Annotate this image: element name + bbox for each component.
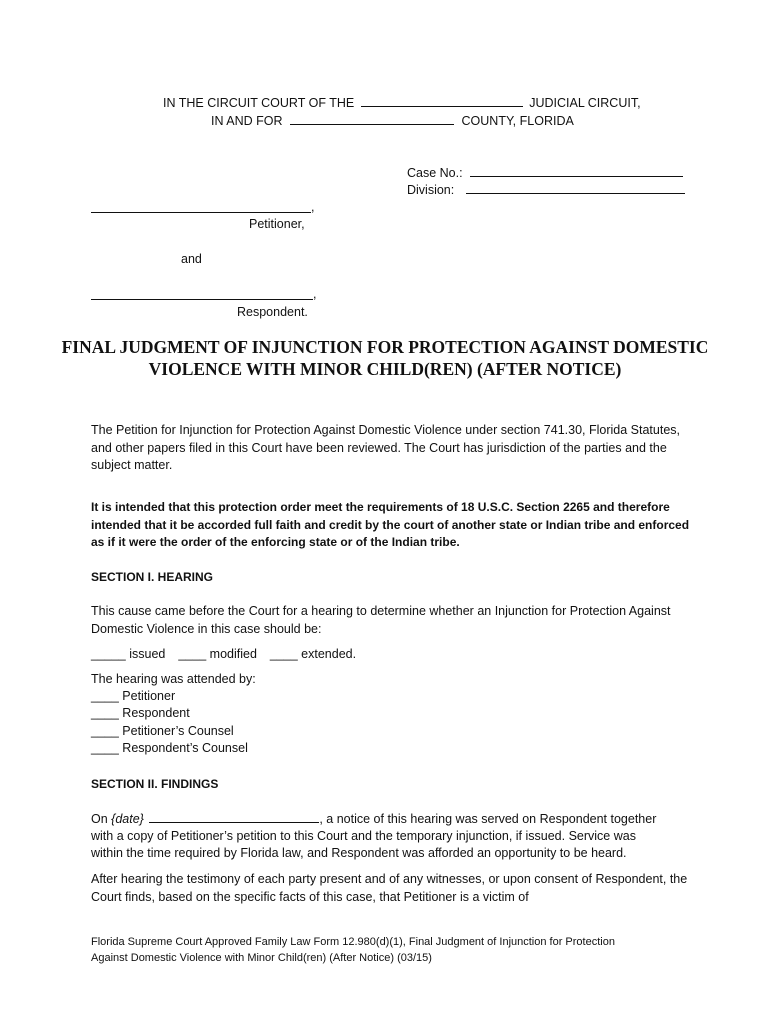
- respondent-name-field[interactable]: [91, 299, 313, 300]
- attendee-checkbox[interactable]: ____: [91, 689, 119, 703]
- on-label: On: [91, 812, 108, 826]
- notice-date-field[interactable]: [149, 810, 319, 823]
- modified-label: modified: [209, 647, 257, 661]
- court-line-1-prefix: IN THE CIRCUIT COURT OF THE: [163, 96, 355, 110]
- issued-label: issued: [129, 647, 166, 661]
- section-1-heading: SECTION I. HEARING: [91, 570, 214, 584]
- section-2-heading: SECTION II. FINDINGS: [91, 777, 219, 791]
- and-label: and: [181, 252, 202, 266]
- attended-label: The hearing was attended by:: [91, 672, 256, 686]
- attendee-checkbox[interactable]: ____: [91, 724, 119, 738]
- court-line-2: [211, 112, 574, 131]
- notice-line-2: with a copy of Petitioner’s petition to this Court and the temporary injunction, if issued. Service was: [91, 829, 636, 843]
- hearing-paragraph: This cause came before the Court for a hearing to determine whether an Injunction for Protection Against Domestic Violence in this case should be:: [91, 604, 671, 636]
- full-faith-credit-paragraph: It is intended that this protection order meet the requirements of 18 U.S.C. Section 2265 and therefore intended that it be accorded full faith and credit by the court of another state or Indian tribe and enforced as if it were the order of the enforcing state or of the Indian tribe.: [91, 500, 690, 549]
- petitioner-name-field[interactable]: [91, 212, 311, 213]
- title-line-1: FINAL JUDGMENT OF INJUNCTION FOR PROTECTION AGAINST DOMESTIC: [61, 337, 709, 357]
- division-label: Division:: [407, 183, 455, 197]
- division-row: [407, 181, 685, 200]
- date-placeholder: {date}: [111, 812, 144, 826]
- document-title: [60, 336, 710, 380]
- case-number-row: [407, 164, 683, 183]
- modified-checkbox[interactable]: ____: [178, 647, 207, 661]
- judicial-circuit-field[interactable]: [361, 94, 523, 107]
- respondent-comma: ,: [313, 287, 317, 301]
- testimony-paragraph: After hearing the testimony of each party present and of any witnesses, or upon consent of Respondent, the Court finds, based on the specific facts of this case, that Petitioner is a victim of: [91, 872, 688, 904]
- court-line-2-prefix: IN AND FOR: [211, 114, 283, 128]
- attendee-petitioner: [91, 688, 175, 706]
- attendee-petitioners-counsel: [91, 723, 234, 741]
- case-number-label: Case No.:: [407, 166, 463, 180]
- case-number-field[interactable]: [470, 164, 683, 177]
- attendee-label: Respondent’s Counsel: [122, 741, 248, 755]
- footer-line-1: Florida Supreme Court Approved Family Law Form 12.980(d)(1), Final Judgment of Injunction for Protection: [91, 936, 615, 948]
- court-line-1-suffix: JUDICIAL CIRCUIT,: [529, 96, 641, 110]
- petitioner-label: Petitioner,: [249, 217, 305, 231]
- respondent-label: Respondent.: [237, 305, 308, 319]
- intro-paragraph: The Petition for Injunction for Protection Against Domestic Violence under section 741.30, Florida Statutes, and other papers filed in this Court have been reviewed. The Court has jurisdiction of the parties and the subject matter.: [91, 423, 680, 472]
- court-line-2-suffix: COUNTY, FLORIDA: [461, 114, 574, 128]
- injunction-options: [91, 646, 356, 664]
- petitioner-comma: ,: [311, 200, 315, 214]
- attendee-checkbox[interactable]: ____: [91, 741, 119, 755]
- issued-checkbox[interactable]: _____: [91, 647, 126, 661]
- attendee-label: Petitioner: [122, 689, 176, 703]
- extended-checkbox[interactable]: ____: [269, 647, 298, 661]
- county-field[interactable]: [290, 112, 454, 125]
- attendee-respondents-counsel: [91, 740, 248, 758]
- notice-line-3: within the time required by Florida law, and Respondent was afforded an opportunity to be heard.: [91, 846, 627, 860]
- court-line-1: [163, 94, 641, 113]
- notice-line-1: [91, 810, 656, 829]
- extended-label: extended.: [301, 647, 357, 661]
- division-field[interactable]: [466, 181, 685, 194]
- attendee-respondent: [91, 705, 190, 723]
- notice-line-1-rest: , a notice of this hearing was served on Respondent together: [319, 812, 657, 826]
- attendee-label: Respondent: [122, 706, 190, 720]
- attendee-label: Petitioner’s Counsel: [122, 724, 234, 738]
- attendee-checkbox[interactable]: ____: [91, 706, 119, 720]
- form-footer: [91, 934, 615, 966]
- title-line-2: VIOLENCE WITH MINOR CHILD(REN) (AFTER NOTICE): [148, 359, 622, 379]
- footer-line-2: Against Domestic Violence with Minor Child(ren) (After Notice) (03/15): [91, 952, 432, 964]
